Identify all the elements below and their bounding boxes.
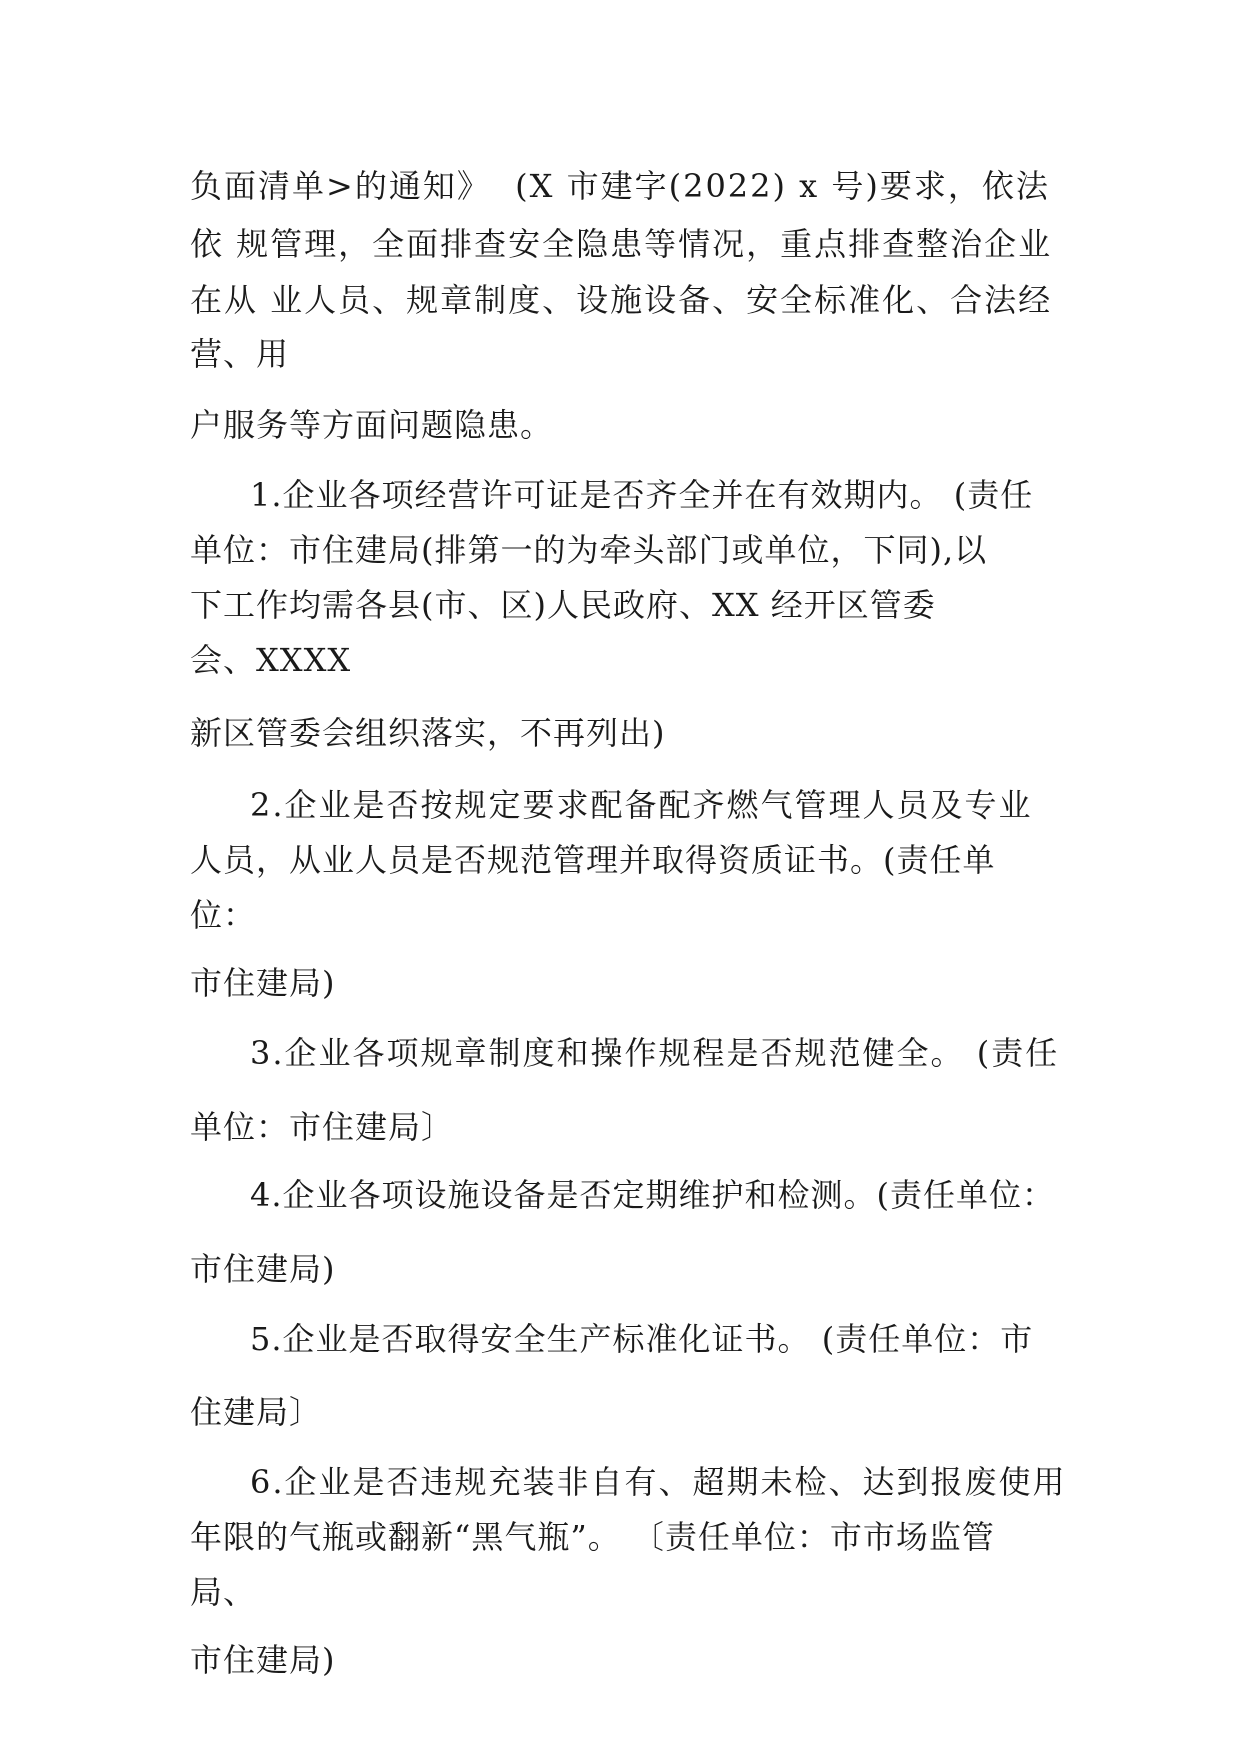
item-5-line: 5.企业是否取得安全生产标准化证书。 (责任单位：市 <box>250 1320 1034 1358</box>
text-line: 营、用 <box>190 335 290 373</box>
text-line: 市住建局) <box>190 964 336 1002</box>
text-line: 位： <box>190 896 257 934</box>
text-line: 在从 业人员、规章制度、设施设备、安全标准化、合法经 <box>190 281 1053 319</box>
text-line: 局、 <box>190 1573 257 1611</box>
text-line: 会、XXXX <box>190 641 352 679</box>
text-line: 住建局〕 <box>190 1393 323 1431</box>
text-line: 单位：市住建局〕 <box>190 1108 455 1146</box>
text-line: 下工作均需各县(市、区)人民政府、XX 经开区管委 <box>190 586 936 624</box>
item-2-line: 2.企业是否按规定要求配备配齐燃气管理人员及专业 <box>250 786 1033 824</box>
item-3-line: 3.企业各项规章制度和操作规程是否规范健全。 (责任 <box>250 1034 1060 1072</box>
text-line: 市住建局) <box>190 1250 336 1288</box>
text-line: 人员，从业人员是否规范管理并取得资质证书。(责任单 <box>190 841 996 879</box>
text-line: 市住建局) <box>190 1641 336 1679</box>
item-1-line: 1.企业各项经营许可证是否齐全并在有效期内。 (责任 <box>250 476 1034 514</box>
item-4-line: 4.企业各项设施设备是否定期维护和检测。(责任单位： <box>250 1176 1056 1214</box>
text-line: 年限的气瓶或翻新“黑气瓶”。 〔责任单位：市市场监管 <box>190 1518 995 1556</box>
text-line: 负面清单>的通知》 (X 市建字(2022) x 号)要求，依法 <box>190 167 1050 205</box>
text-line: 新区管委会组织落实，不再列出) <box>190 714 666 752</box>
item-6-line: 6.企业是否违规充装非自有、超期未检、达到报废使用 <box>250 1463 1067 1501</box>
text-line: 单位：市住建局(排第一的为牵头部门或单位，下同),以 <box>190 531 988 569</box>
text-line: 户服务等方面问题隐患。 <box>190 406 554 444</box>
text-line: 依 规管理，全面排查安全隐患等情况，重点排查整治企业 <box>190 225 1053 263</box>
